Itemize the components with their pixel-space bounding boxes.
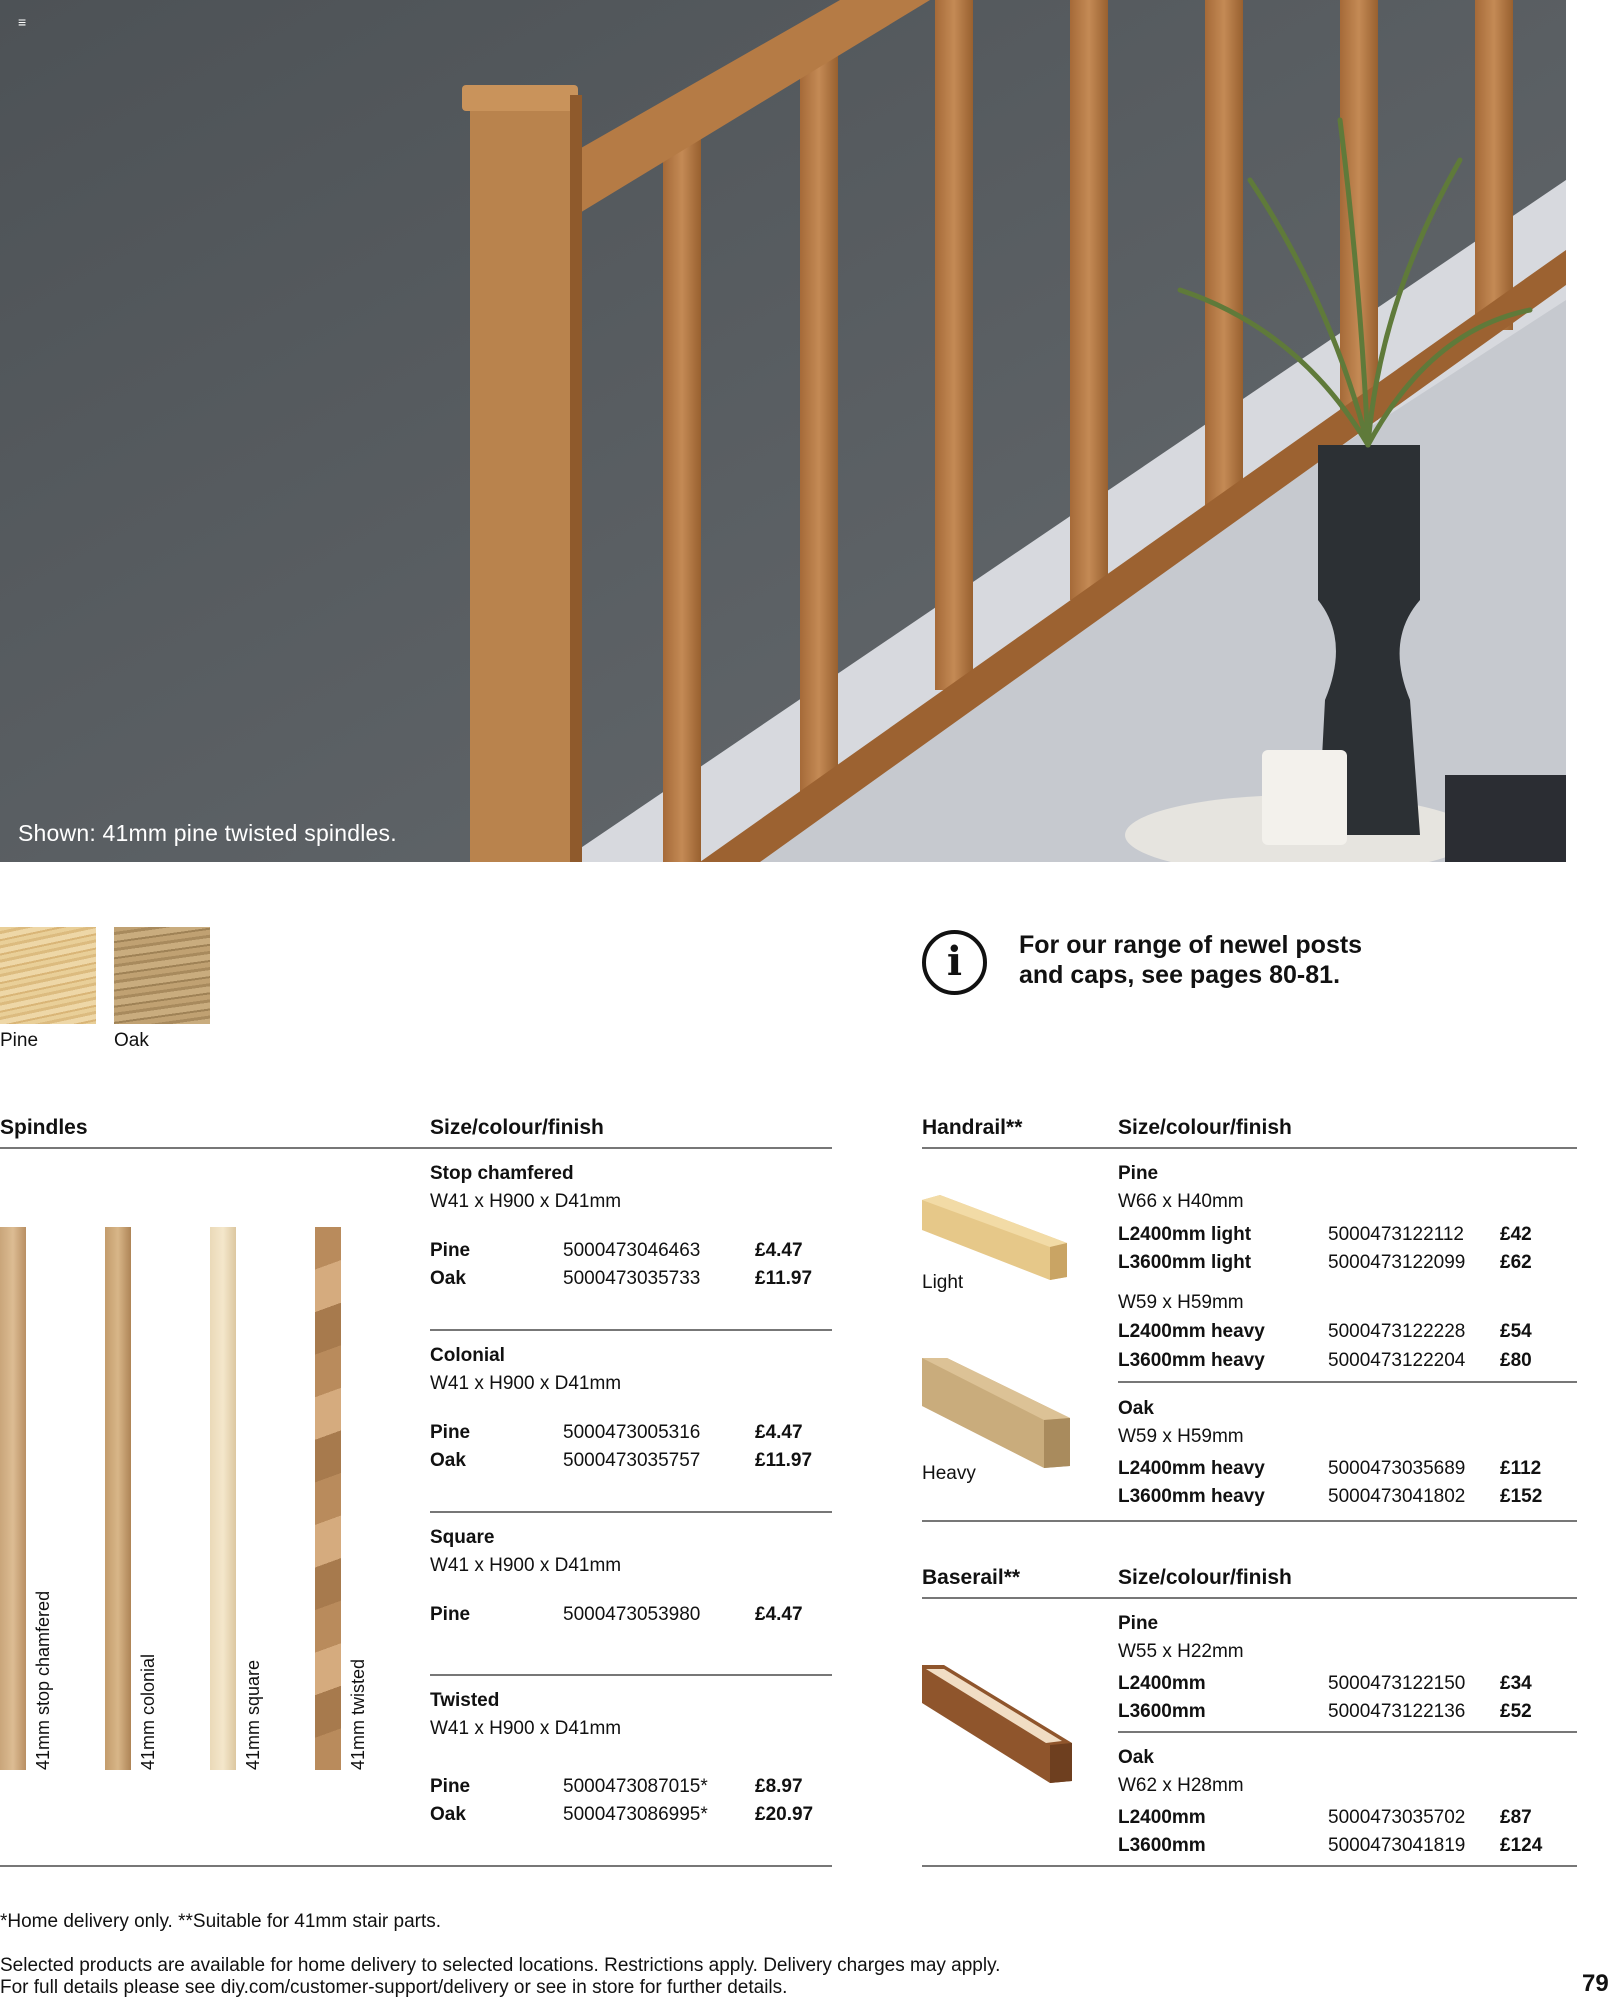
delivery-notice-line: Selected products are available for home delivery to selected locations. Restrictions apply. Delivery charges may apply. bbox=[0, 1955, 1001, 1976]
baserail-header-rule bbox=[922, 1597, 1577, 1599]
row-length: L3600mm bbox=[1118, 1835, 1206, 1856]
info-note-line: and caps, see pages 80-81. bbox=[1019, 961, 1341, 989]
row-wood: Oak bbox=[430, 1268, 466, 1289]
footnote: *Home delivery only. **Suitable for 41mm stair parts. bbox=[0, 1911, 442, 1932]
size-spec: W66 x H40mm bbox=[1118, 1191, 1244, 1212]
spindle-image-label: 41mm twisted bbox=[348, 1658, 368, 1770]
row-code: 5000473046463 bbox=[563, 1240, 701, 1261]
group-name: Colonial bbox=[430, 1345, 505, 1366]
row-code: 5000473035702 bbox=[1328, 1807, 1466, 1828]
row-price: £4.47 bbox=[755, 1240, 803, 1261]
group-divider bbox=[430, 1329, 832, 1331]
row-price: £34 bbox=[1500, 1673, 1532, 1694]
twisted-spindle-image bbox=[315, 1227, 341, 1770]
light-handrail-image bbox=[922, 1195, 1072, 1280]
row-code: 5000473087015* bbox=[563, 1776, 708, 1797]
row-price: £112 bbox=[1500, 1458, 1542, 1479]
spindles-heading: Spindles bbox=[0, 1116, 88, 1139]
wood-divider bbox=[1118, 1731, 1577, 1733]
row-wood: Pine bbox=[430, 1422, 471, 1443]
square-spindle-image bbox=[210, 1227, 236, 1770]
row-wood: Pine bbox=[430, 1776, 471, 1797]
row-price: £4.47 bbox=[755, 1422, 803, 1443]
group-size: W41 x H900 x D41mm bbox=[430, 1191, 622, 1212]
row-code: 5000473122228 bbox=[1328, 1321, 1466, 1342]
size-spec: W59 x H59mm bbox=[1118, 1426, 1244, 1447]
group-name: Twisted bbox=[430, 1690, 500, 1711]
spindles-col-heading: Size/colour/finish bbox=[430, 1116, 604, 1139]
row-code: 5000473035757 bbox=[563, 1450, 701, 1471]
row-code: 5000473086995* bbox=[563, 1804, 708, 1825]
handrail-bottom-rule bbox=[922, 1520, 1577, 1522]
row-length: L2400mm heavy bbox=[1118, 1458, 1265, 1479]
group-name: Stop chamfered bbox=[430, 1163, 574, 1184]
row-code: 5000473122150 bbox=[1328, 1673, 1466, 1694]
wood-name: Pine bbox=[1118, 1613, 1159, 1634]
wood-name: Oak bbox=[1118, 1398, 1154, 1419]
row-price: £11.97 bbox=[755, 1268, 813, 1289]
row-price: £124 bbox=[1500, 1835, 1543, 1856]
size-spec: W59 x H59mm bbox=[1118, 1292, 1244, 1313]
row-price: £11.97 bbox=[755, 1450, 813, 1471]
hero-caption: Shown: 41mm pine twisted spindles. bbox=[18, 820, 397, 846]
row-wood: Pine bbox=[430, 1240, 471, 1261]
row-price: £87 bbox=[1500, 1807, 1532, 1828]
handrail-heading: Handrail** bbox=[922, 1116, 1023, 1139]
row-wood: Pine bbox=[430, 1604, 471, 1625]
row-code: 5000473041802 bbox=[1328, 1486, 1466, 1507]
row-code: 5000473005316 bbox=[563, 1422, 701, 1443]
handrail-image-label: Heavy bbox=[922, 1463, 976, 1484]
spindle-image-label: 41mm square bbox=[243, 1659, 263, 1770]
row-code: 5000473122099 bbox=[1328, 1252, 1466, 1273]
heavy-handrail-image bbox=[922, 1358, 1072, 1468]
row-code: 5000473053980 bbox=[563, 1604, 701, 1625]
wood-name: Oak bbox=[1118, 1747, 1154, 1768]
hero-photo bbox=[0, 0, 1566, 862]
row-price: £8.97 bbox=[755, 1776, 803, 1797]
stop-chamfered-spindle-image bbox=[0, 1227, 26, 1770]
handrail-header-rule bbox=[922, 1147, 1577, 1149]
row-length: L2400mm bbox=[1118, 1807, 1206, 1828]
colonial-spindle-image bbox=[105, 1227, 131, 1770]
group-size: W41 x H900 x D41mm bbox=[430, 1555, 622, 1576]
spindle-image-label: 41mm colonial bbox=[138, 1653, 158, 1770]
handrail-col-heading: Size/colour/finish bbox=[1118, 1116, 1292, 1139]
oak-swatch-label: Oak bbox=[114, 1030, 149, 1051]
size-spec: W55 x H22mm bbox=[1118, 1641, 1244, 1662]
handrail-image-label: Light bbox=[922, 1272, 964, 1293]
spindles-header-rule bbox=[0, 1147, 832, 1149]
row-price: £62 bbox=[1500, 1252, 1532, 1273]
row-wood: Oak bbox=[430, 1450, 466, 1471]
row-length: L3600mm heavy bbox=[1118, 1350, 1265, 1371]
row-length: L3600mm heavy bbox=[1118, 1486, 1265, 1507]
row-code: 5000473122112 bbox=[1328, 1224, 1464, 1245]
row-price: £80 bbox=[1500, 1350, 1532, 1371]
row-price: £4.47 bbox=[755, 1604, 803, 1625]
page-number: 79 bbox=[1582, 1970, 1609, 1997]
row-length: L2400mm heavy bbox=[1118, 1321, 1265, 1342]
baserail-heading: Baserail** bbox=[922, 1566, 1021, 1589]
row-length: L3600mm bbox=[1118, 1701, 1206, 1722]
pine-swatch bbox=[0, 927, 96, 1024]
staircase-illustration bbox=[0, 0, 1566, 862]
row-price: £20.97 bbox=[755, 1804, 814, 1825]
oak-swatch bbox=[114, 927, 210, 1024]
row-code: 5000473035689 bbox=[1328, 1458, 1466, 1479]
info-note-line: For our range of newel posts bbox=[1019, 931, 1363, 959]
info-note bbox=[1019, 930, 1439, 990]
row-price: £52 bbox=[1500, 1701, 1532, 1722]
group-divider bbox=[430, 1511, 832, 1513]
wood-name: Pine bbox=[1118, 1163, 1159, 1184]
info-icon: i bbox=[922, 930, 987, 995]
pine-swatch-label: Pine bbox=[0, 1030, 39, 1051]
row-wood: Oak bbox=[430, 1804, 466, 1825]
menu-icon[interactable]: ≡ bbox=[18, 14, 27, 30]
baserail-bottom-rule bbox=[922, 1865, 1577, 1867]
row-length: L2400mm bbox=[1118, 1673, 1206, 1694]
baserail-col-heading: Size/colour/finish bbox=[1118, 1566, 1292, 1589]
row-length: L2400mm light bbox=[1118, 1224, 1252, 1245]
spindle-image-label: 41mm stop chamfered bbox=[33, 1590, 53, 1770]
delivery-notice bbox=[0, 1955, 1200, 1999]
group-name: Square bbox=[430, 1527, 495, 1548]
row-length: L3600mm light bbox=[1118, 1252, 1252, 1273]
group-divider bbox=[430, 1674, 832, 1676]
row-price: £152 bbox=[1500, 1486, 1543, 1507]
wood-divider bbox=[1118, 1381, 1577, 1383]
row-code: 5000473041819 bbox=[1328, 1835, 1466, 1856]
row-price: £54 bbox=[1500, 1321, 1532, 1342]
row-code: 5000473122204 bbox=[1328, 1350, 1466, 1371]
baserail-image bbox=[922, 1665, 1074, 1783]
group-size: W41 x H900 x D41mm bbox=[430, 1718, 622, 1739]
delivery-notice-line: For full details please see diy.com/customer-support/delivery or see in store for further details. bbox=[0, 1977, 788, 1998]
spindles-bottom-rule bbox=[0, 1865, 832, 1867]
size-spec: W62 x H28mm bbox=[1118, 1775, 1244, 1796]
row-code: 5000473122136 bbox=[1328, 1701, 1466, 1722]
row-price: £42 bbox=[1500, 1224, 1532, 1245]
group-size: W41 x H900 x D41mm bbox=[430, 1373, 622, 1394]
row-code: 5000473035733 bbox=[563, 1268, 701, 1289]
